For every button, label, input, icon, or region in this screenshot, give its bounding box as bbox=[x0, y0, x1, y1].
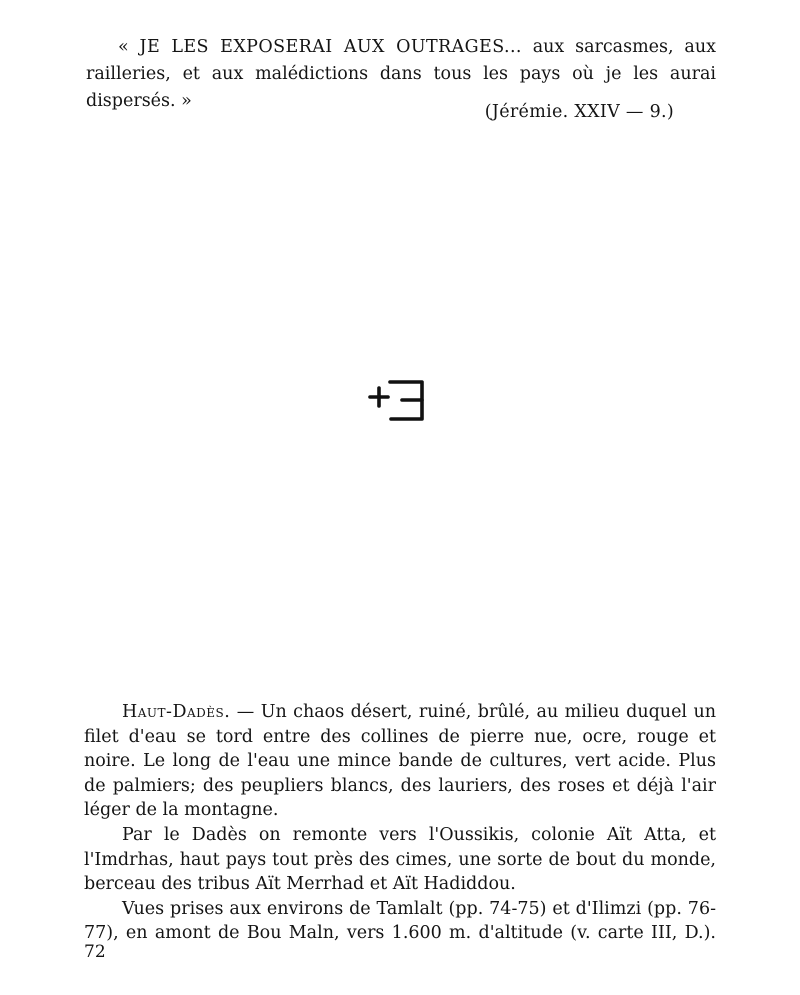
paragraph-haut-dades bbox=[84, 700, 716, 823]
epigraph-citation: (Jérémie. XXIV — 9.) bbox=[484, 102, 674, 122]
tifinagh-glyph-icon bbox=[366, 376, 428, 422]
page-number: 72 bbox=[84, 942, 106, 962]
paragraph-views: Vues prises aux environs de Tamlalt (pp. 74-75) et d'Ilimzi (pp. 76-77), en amont de Bou Maln, vers 1.600 m. d'altitude (v. carte III, D.). bbox=[84, 898, 716, 944]
body-text bbox=[84, 700, 716, 946]
epigraph-open-quote: « bbox=[118, 37, 140, 57]
paragraph-label: Haut-Dadès. bbox=[122, 702, 231, 722]
paragraph-dades: Par le Dadès on remonte vers l'Oussikis, colonie Aït Atta, et l'Imdrhas, haut pays tout près des cimes, une sorte de bout du monde, berceau des tribus Aït Merrhad et Aït Hadiddou. bbox=[84, 824, 716, 895]
epigraph-caps: JE LES EXPOSERAI AUX OUTRAGES... bbox=[139, 37, 522, 57]
epigraph-rest: aux sarcasmes, aux railleries, et aux malédictions dans tous les pays où je les aurai dispersés. » bbox=[86, 37, 716, 111]
paragraph-text: — Un chaos désert, ruiné, brûlé, au milieu duquel un filet d'eau se tord entre des collines de pierre nue, ocre, rouge et noire. Le long de l'eau une mince bande de cultures, vert acide. Plus de palmiers; des peupliers blancs, des lauriers, des roses et déjà l'air léger de la montagne. bbox=[84, 702, 716, 821]
